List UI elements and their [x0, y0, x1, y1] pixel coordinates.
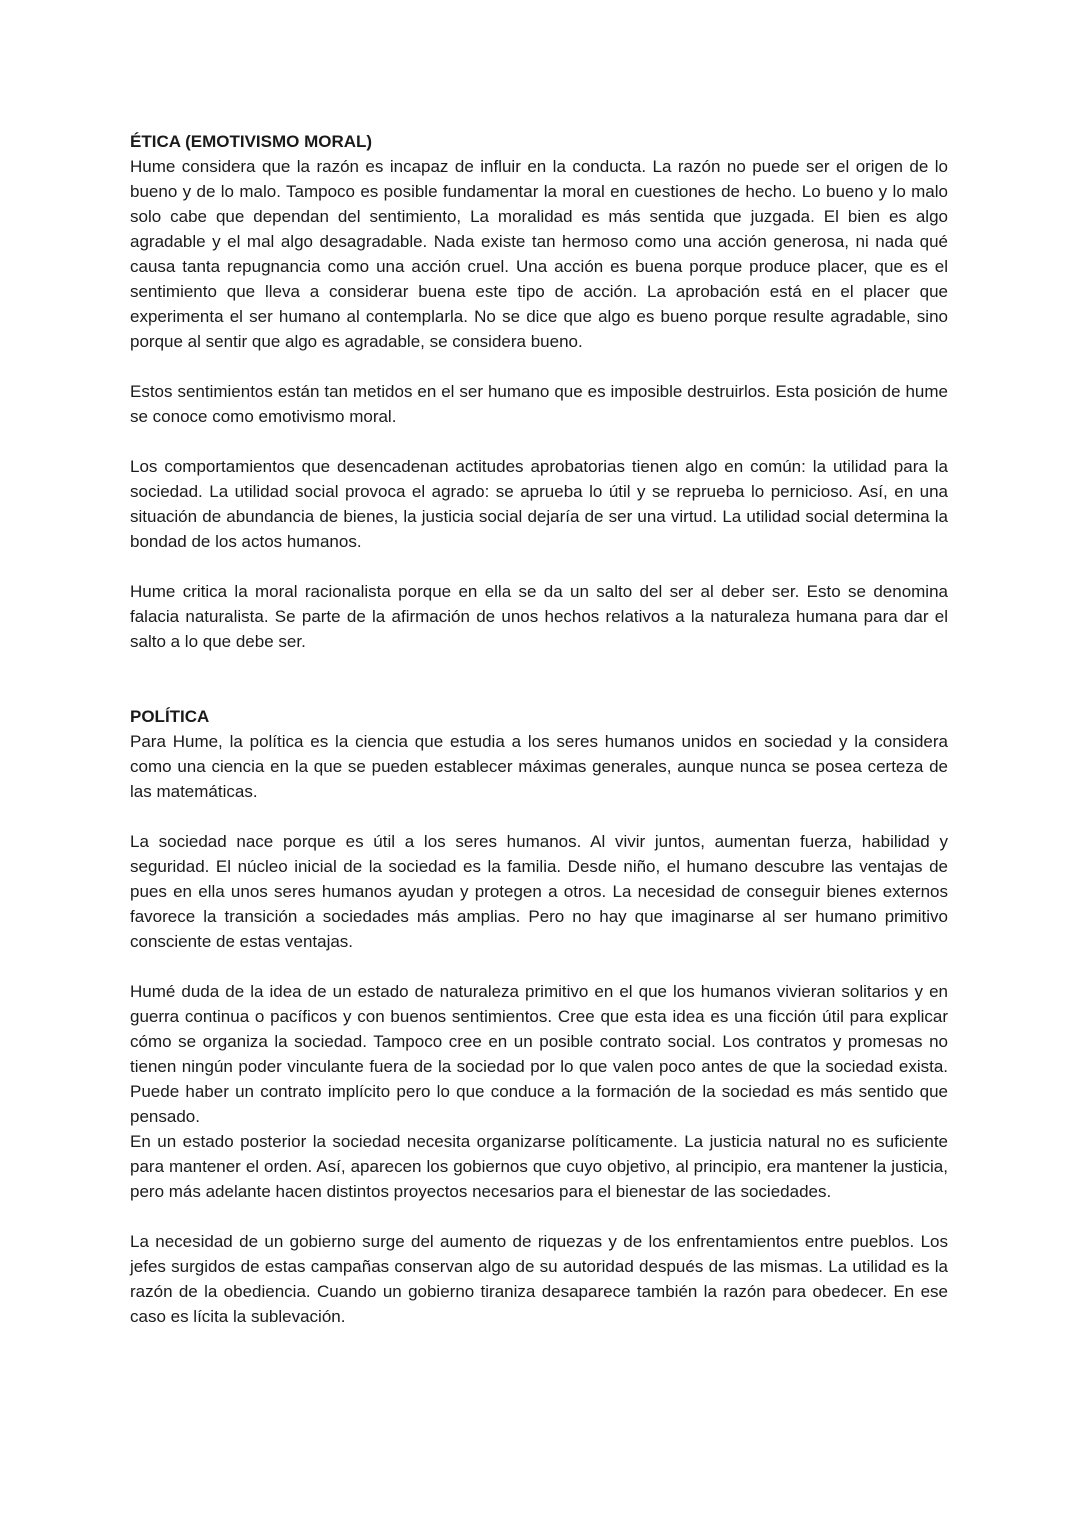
section-heading: ÉTICA (EMOTIVISMO MORAL) [130, 132, 373, 151]
section-politica [130, 704, 948, 1329]
paragraph: La necesidad de un gobierno surge del aumento de riquezas y de los enfrentamientos entre pueblos. Los jefes surgidos de estas campañas conservan algo de su autoridad después de las mismas. La utilidad es la razón de la obediencia. Cuando un gobierno tiraniza desaparece también la razón para obedecer. En ese caso es lícita la sublevación. [130, 1232, 948, 1326]
paragraph: En un estado posterior la sociedad necesita organizarse políticamente. La justicia natural no es suficiente para mantener el orden. Así, aparecen los gobiernos que cuyo objetivo, al principio, era mantener la justicia, pero más adelante hacen distintos proyectos necesarios para el bienestar de las sociedades. [130, 1132, 948, 1201]
paragraph: Los comportamientos que desencadenan actitudes aprobatorias tienen algo en común: la utilidad para la sociedad. La utilidad social provoca el agrado: se aprueba lo útil y se reprueba lo pernicioso. Así, en una situación de abundancia de bienes, la justicia social dejaría de ser una virtud. La utilidad social determina la bondad de los actos humanos. [130, 457, 948, 551]
paragraph: La sociedad nace porque es útil a los seres humanos. Al vivir juntos, aumentan fuerza, habilidad y seguridad. El núcleo inicial de la sociedad es la familia. Desde niño, el humano descubre las ventajas de pues en ella unos seres humanos ayudan y protegen a otros. La necesidad de conseguir bienes externos favorece la transición a sociedades más amplias. Pero no hay que imaginarse al ser humano primitivo consciente de estas ventajas. [130, 832, 948, 951]
paragraph: Humé duda de la idea de un estado de naturaleza primitivo en el que los humanos vivieran solitarios y en guerra continua o pacíficos y con buenos sentimientos. Cree que esta idea es una ficción útil para explicar cómo se organiza la sociedad. Tampoco cree en un posible contrato social. Los contratos y promesas no tienen ningún poder vinculante fuera de la sociedad por lo que valen poco antes de que la sociedad exista. Puede haber un contrato implícito pero lo que conduce a la formación de la sociedad es más sentido que pensado. [130, 982, 948, 1126]
paragraph: Hume critica la moral racionalista porque en ella se da un salto del ser al deber ser. Esto se denomina falacia naturalista. Se parte de la afirmación de unos hechos relativos a la naturaleza humana para dar el salto a lo que debe ser. [130, 582, 948, 651]
section-heading: POLÍTICA [130, 707, 210, 726]
section-etica [130, 129, 948, 654]
document-page [130, 129, 948, 1329]
paragraph: Estos sentimientos están tan metidos en el ser humano que es imposible destruirlos. Esta posición de hume se conoce como emotivismo moral. [130, 382, 948, 426]
paragraph: Hume considera que la razón es incapaz de influir en la conducta. La razón no puede ser el origen de lo bueno y de lo malo. Tampoco es posible fundamentar la moral en cuestiones de hecho. Lo bueno y lo malo solo cabe que dependan del sentimiento, La moralidad es más sentida que juzgada. El bien es algo agradable y el mal algo desagradable. Nada existe tan hermoso como una acción generosa, ni nada qué causa tanta repugnancia como una acción cruel. Una acción es buena porque produce placer, que es el sentimiento que lleva a considerar buena este tipo de acción. La aprobación está en el placer que experimenta el ser humano al contemplarla. No se dice que algo es bueno porque resulte agradable, sino porque al sentir que algo es agradable, se considera bueno. [130, 157, 948, 351]
paragraph: Para Hume, la política es la ciencia que estudia a los seres humanos unidos en sociedad y la considera como una ciencia en la que se pueden establecer máximas generales, aunque nunca se posea certeza de las matemáticas. [130, 732, 948, 801]
